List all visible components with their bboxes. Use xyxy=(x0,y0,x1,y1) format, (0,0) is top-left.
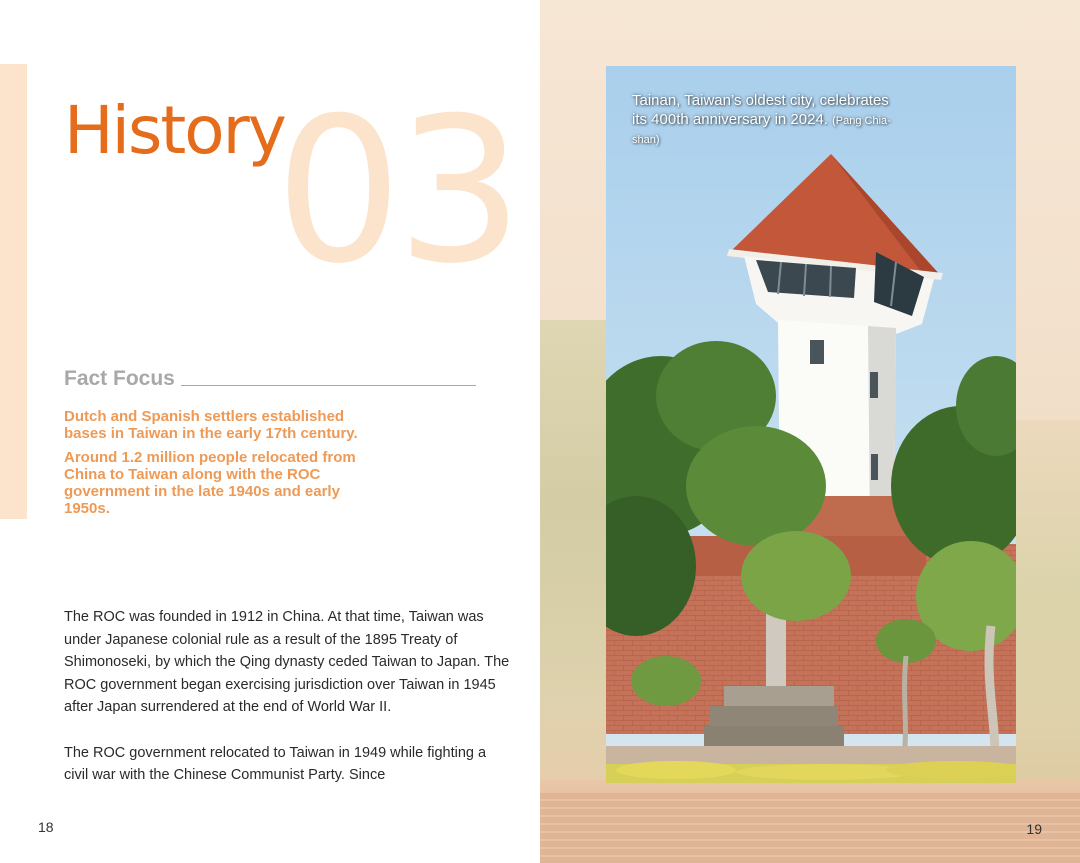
right-page xyxy=(540,0,1080,863)
background-foliage xyxy=(1016,420,1080,780)
caption-credit: (Pang Chia-shan) xyxy=(632,114,891,146)
accent-bar xyxy=(0,64,27,519)
page-number-left: 18 xyxy=(38,819,54,835)
fact-focus-heading xyxy=(64,367,476,391)
tower-illustration xyxy=(606,66,1016,783)
section-title: History xyxy=(64,92,285,169)
tower-photo xyxy=(606,66,1016,783)
body-paragraph: The ROC government relocated to Taiwan in 1949 while fighting a civil war with the Chinese Communist Party. Since xyxy=(64,744,487,784)
fact-focus-list xyxy=(64,408,384,524)
caption-text: Tainan, Taiwan’s oldest city, celebrates its 400th anniversary in 2024. xyxy=(632,92,889,128)
body-paragraph: The ROC was founded in 1912 in China. At that time, Taiwan was under Japanese colonial rule as a result of the 1895 Treaty of Shimonoseki, by which the Qing dynasty ceded Taiwan to Japan. The ROC government began exercising jurisdiction over Taiwan in 1945 after Japan surrendered at the end of World War II. xyxy=(64,609,510,716)
page-number-right: 19 xyxy=(1026,821,1042,837)
section-number: 03 xyxy=(275,75,518,308)
fact-item: Dutch and Spanish settlers established bases in Taiwan in the early 17th century. xyxy=(64,408,358,442)
background-brick-ground xyxy=(540,793,1080,863)
photo-caption xyxy=(632,92,892,150)
body-text xyxy=(64,606,514,809)
fact-item: Around 1.2 million people relocated from China to Taiwan along with the ROC government in the late 1940s and early 1950s. xyxy=(64,449,356,517)
background-foliage xyxy=(540,320,610,780)
fact-focus-rule xyxy=(181,385,476,386)
fact-focus-heading-text: Fact Focus xyxy=(64,367,175,390)
